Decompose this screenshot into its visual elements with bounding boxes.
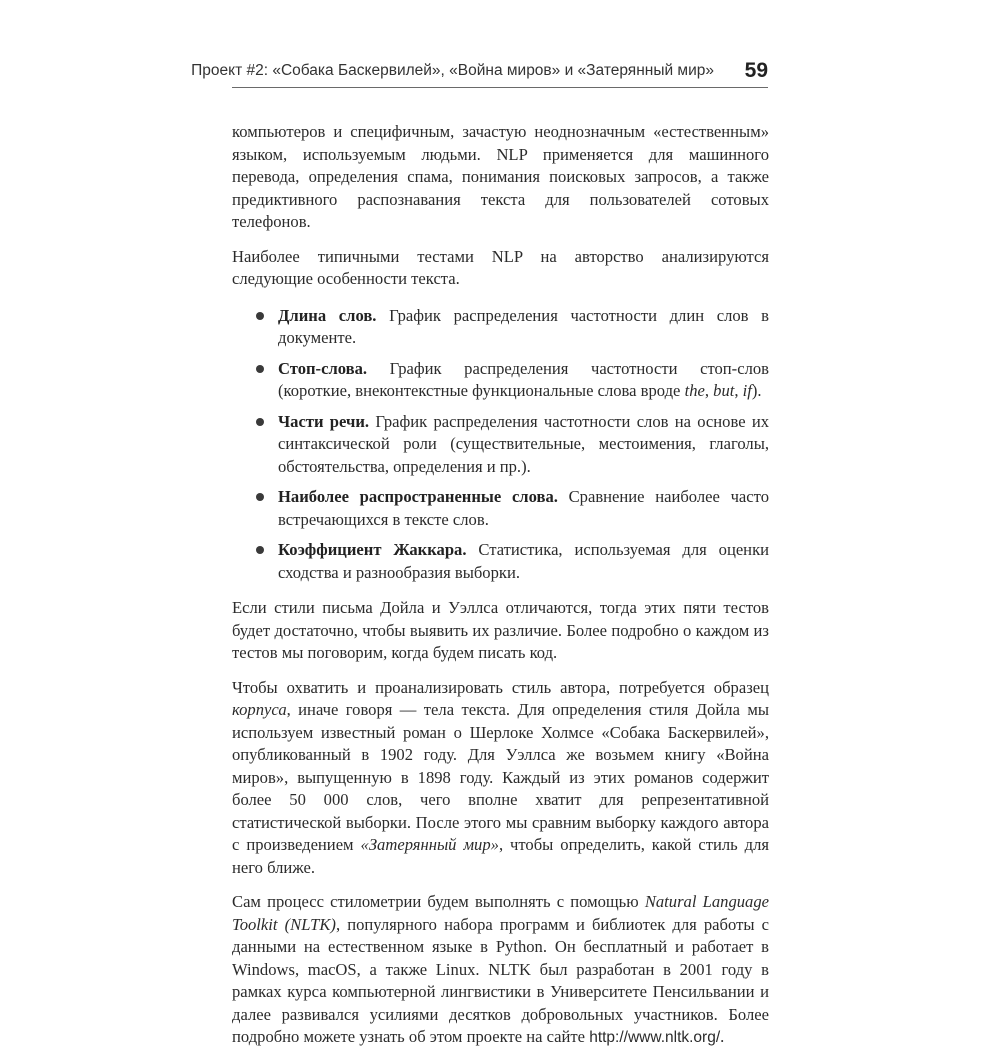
bullet-icon [256, 493, 264, 501]
list-item [232, 411, 769, 479]
paragraph-1: компьютеров и специфичным, зачастую неоднозначным «естественным» языком, используемым людьми. NLP применяется для машинного перевода, определения спама, понимания поисковых запросов, а также предиктивного распознавания текста для пользователей сотовых телефонов. [232, 122, 769, 231]
list-item [232, 539, 769, 584]
list-item [232, 486, 769, 531]
nltk-url: http://www.nltk.org/ [589, 1029, 721, 1046]
paragraph-5 [232, 891, 769, 1050]
emphasis-lost-world: «Затерянный мир» [360, 835, 499, 854]
separator: , [704, 381, 714, 400]
header-rule [232, 87, 768, 88]
bullet-text: График распределения частотности слов на основе их синтаксической роли (существительные, местоимения, глаголы, обстоятельства, определения и пр.). [278, 411, 769, 476]
bullet-text: Статистика, используемая для оценки сходства и разнообразия выборки. [278, 540, 770, 582]
bullet-text: График распределения частотности стоп-слов (короткие, внеконтекстные функциональные слова вроде [278, 358, 769, 400]
bullet-term: Коэффициент Жаккара. [278, 540, 467, 559]
bullet-icon [256, 365, 264, 373]
text-run: Чтобы охватить и проанализировать стиль автора, потребуется образец [232, 677, 769, 697]
body-text [232, 121, 769, 1062]
emphasis-corpus: корпуса [232, 700, 287, 719]
separator: , [734, 381, 743, 400]
bullet-text: Сравнение наиболее часто встречающихся в тексте слов. [278, 487, 769, 529]
running-header [191, 59, 768, 84]
bullet-icon [256, 546, 264, 554]
paragraph-4 [232, 677, 769, 880]
page-number: 59 [744, 59, 768, 82]
text-run: , популярного набора программ и библиотек для работы с данными на естественном языке в Python. Он бесплатный и работает в Windows, macOS, а также Linux. NLTK был разработан в 2001 году в рамках курса компьютерной лингвистики в Университете Пенсильвании и далее развивался усилиями десятков добровольных участников. Более подробно можете узнать об этом проекте на сайте [232, 914, 769, 1046]
bullet-term: Стоп-слова. [278, 358, 368, 378]
list-item [232, 358, 769, 403]
bullet-text-end: ). [751, 381, 762, 400]
list-item [232, 305, 769, 350]
example-word: but [713, 381, 735, 400]
paragraph-3: Если стили письма Дойла и Уэллса отличаются, тогда этих пяти тестов будет достаточно, чтобы выявить их различие. Более подробно о каждом из тестов мы поговорим, когда будем писать код. [232, 598, 769, 662]
running-header-title: Проект #2: «Собака Баскервилей», «Война миров» и «Затерянный мир» [191, 62, 714, 79]
bullet-icon [256, 312, 264, 320]
paragraph-2: Наиболее типичными тестами NLP на авторство анализируются следующие особенности текста. [232, 246, 769, 288]
bullet-term: Наиболее распространенные слова. [278, 487, 558, 506]
example-word: the [684, 381, 705, 400]
bullet-text: График распределения частотности длин слов в документе. [278, 305, 769, 347]
text-run: Сам процесс стилометрии будем выполнять с помощью [232, 892, 645, 911]
bullet-term: Части речи. [278, 411, 370, 431]
example-word: if [742, 381, 752, 400]
text-run: . [720, 1027, 725, 1046]
bullet-icon [256, 418, 264, 426]
text-run: , иначе говоря — тела текста. Для определения стиля Дойла мы используем известный роман о Шерлоке Холмсе «Собака Баскервилей», опубликованный в 1902 году. Для Уэллса же возьмем книгу «Война миров», выпущенную в 1898 году. Каждый из этих романов содержит более 50 000 слов, чего вполне хватит для репрезентативной статистической выборки. После этого мы сравним выборку каждого автора с произведением [232, 700, 769, 854]
bullet-list [232, 305, 769, 585]
text-run: , чтобы определить, какой стиль для него ближе. [232, 835, 770, 877]
bullet-term: Длина слов. [278, 305, 377, 325]
emphasis-nltk: Natural Language Toolkit (NLTK) [232, 892, 769, 934]
